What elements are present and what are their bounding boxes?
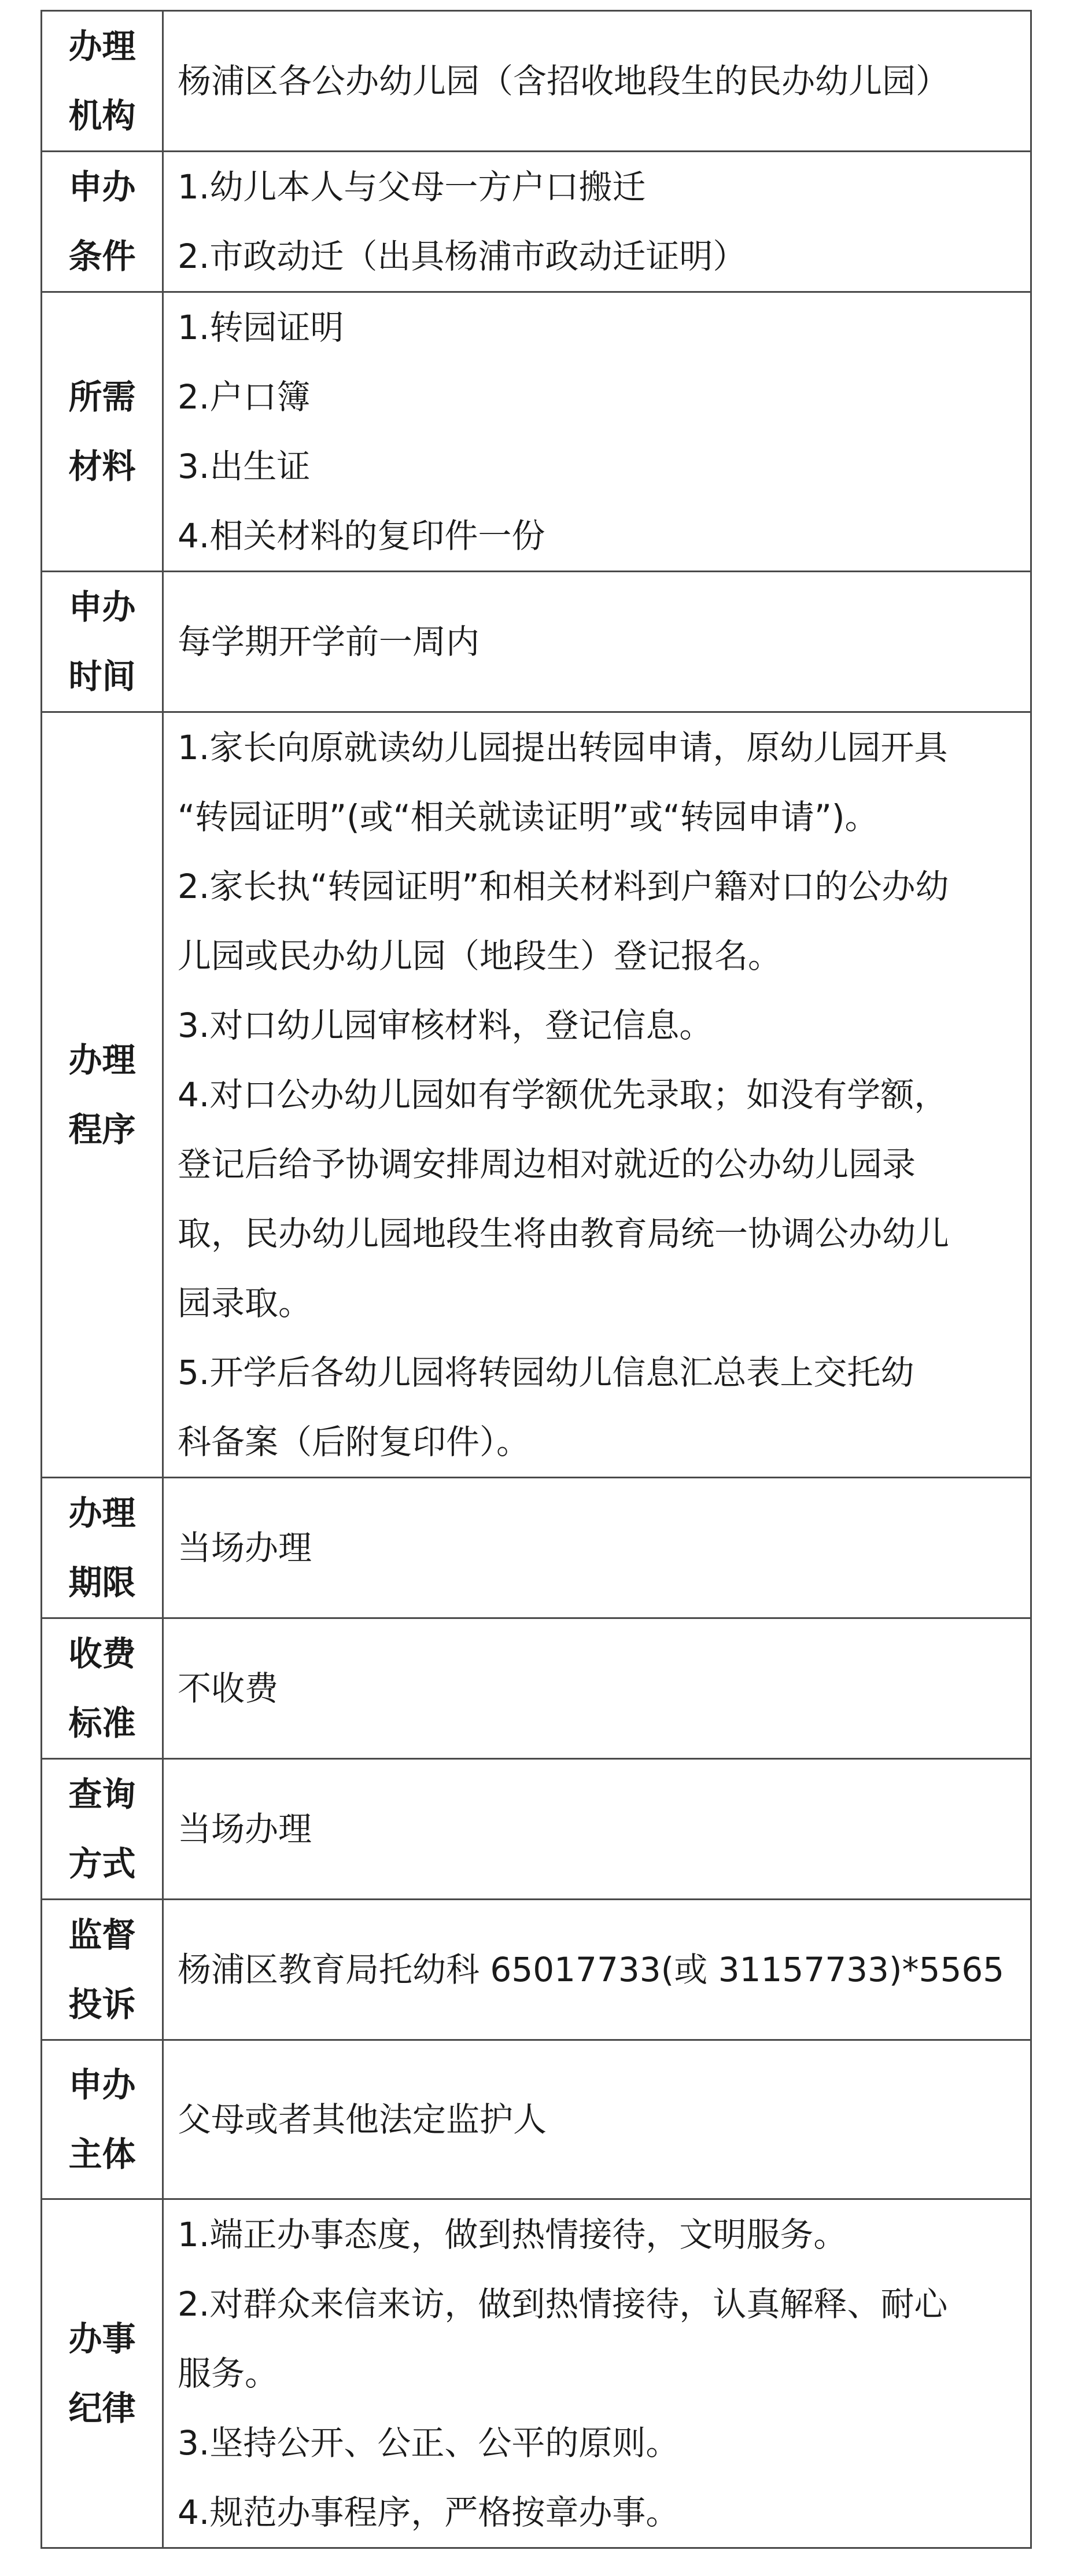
content-line: 园录取。 [178, 1283, 312, 1323]
content-line: 儿园或民办幼儿园（地段生）登记报名。 [178, 936, 782, 976]
row-label [42, 152, 163, 292]
content-line: 1.幼儿本人与父母一方户口搬迁 [178, 167, 646, 207]
row-content [163, 572, 1031, 712]
content-line: “转园证明”(或“相关就读证明”或“转园申请”)。 [178, 797, 879, 837]
table-row [42, 1759, 1031, 1900]
content-line: 3.出生证 [178, 447, 311, 486]
row-content [163, 2199, 1031, 2548]
table-row [42, 292, 1031, 572]
table-row [42, 2199, 1031, 2548]
row-label-text: 查询 [68, 1775, 136, 1814]
table-row [42, 11, 1031, 152]
table-row [42, 152, 1031, 292]
content-line: 2.市政动迁（出具杨浦市政动迁证明） [178, 237, 747, 276]
content-line: 2.家长执“转园证明”和相关材料到户籍对口的公办幼 [178, 867, 949, 906]
row-content [163, 1618, 1031, 1759]
row-label-text: 条件 [68, 237, 136, 276]
row-label [42, 1618, 163, 1759]
content-line: 4.相关材料的复印件一份 [178, 516, 545, 555]
content-line: 4.规范办事程序，严格按章办事。 [178, 2493, 680, 2532]
row-label [42, 1478, 163, 1618]
content-line: 当场办理 [178, 1528, 312, 1567]
table-row [42, 1900, 1031, 2040]
content-line: 父母或者其他法定监护人 [178, 2100, 547, 2139]
row-label-text: 申办 [68, 587, 136, 627]
table-row [42, 1478, 1031, 1618]
row-label [42, 712, 163, 1478]
row-label-text: 办理 [68, 1493, 136, 1533]
row-label [42, 572, 163, 712]
table-row [42, 2040, 1031, 2199]
row-content [163, 11, 1031, 152]
row-label-text: 所需 [68, 377, 136, 417]
row-label-text: 办理 [68, 1040, 136, 1080]
row-label-text: 期限 [68, 1563, 136, 1602]
content-line: 3.坚持公开、公正、公平的原则。 [178, 2423, 680, 2463]
content-line: 4.对口公办幼儿园如有学额优先录取；如没有学额， [178, 1075, 948, 1114]
row-label-text: 投诉 [68, 1985, 136, 2024]
row-label [42, 11, 163, 152]
content-line: 服务。 [178, 2354, 279, 2393]
row-label [42, 1759, 163, 1900]
content-line: 3.对口幼儿园审核材料，登记信息。 [178, 1006, 713, 1045]
row-label-text: 收费 [68, 1634, 136, 1673]
content-line: 取，民办幼儿园地段生将由教育局统一协调公办幼儿 [178, 1214, 950, 1253]
content-line: 2.户口簿 [178, 377, 311, 417]
row-label [42, 2040, 163, 2199]
row-label-text: 机构 [68, 96, 136, 135]
row-label-text: 申办 [68, 2065, 136, 2104]
service-info-table [40, 10, 1032, 2549]
content-line: 登记后给予协调安排周边相对就近的公办幼儿园录 [178, 1145, 916, 1184]
table-row [42, 572, 1031, 712]
table-row [42, 712, 1031, 1478]
row-label [42, 2199, 163, 2548]
row-label-text: 程序 [68, 1110, 136, 1149]
content-line: 1.家长向原就读幼儿园提出转园申请，原幼儿园开具 [178, 728, 948, 767]
content-line: 5.开学后各幼儿园将转园幼儿信息汇总表上交托幼 [178, 1353, 914, 1392]
row-label [42, 1900, 163, 2040]
row-label-text: 办事 [68, 2319, 136, 2358]
row-label-text: 办理 [68, 27, 136, 66]
row-label-text: 材料 [68, 447, 136, 486]
table-row [42, 1618, 1031, 1759]
content-line: 杨浦区教育局托幼科 65017733(或 31157733)*5565 [178, 1950, 1005, 1989]
content-line: 当场办理 [178, 1809, 312, 1849]
row-label [42, 292, 163, 572]
content-line: 每学期开学前一周内 [178, 622, 480, 661]
row-content [163, 1478, 1031, 1618]
row-content [163, 2040, 1031, 2199]
row-label-text: 主体 [68, 2135, 136, 2174]
row-label-text: 纪律 [68, 2389, 136, 2428]
row-content [163, 1900, 1031, 2040]
row-content [163, 1759, 1031, 1900]
content-line: 不收费 [178, 1669, 279, 1708]
row-label-text: 时间 [68, 657, 136, 696]
content-line: 科备案（后附复印件）。 [178, 1422, 530, 1462]
content-line: 1.转园证明 [178, 308, 344, 347]
row-label-text: 方式 [68, 1844, 136, 1883]
row-content [163, 292, 1031, 572]
content-line: 2.对群众来信来访，做到热情接待，认真解释、耐心 [178, 2284, 948, 2324]
row-label-text: 标准 [68, 1703, 136, 1743]
row-label-text: 申办 [68, 167, 136, 207]
row-label-text: 监督 [68, 1915, 136, 1955]
row-content [163, 712, 1031, 1478]
content-line: 杨浦区各公办幼儿园（含招收地段生的民办幼儿园） [178, 61, 950, 101]
row-content [163, 152, 1031, 292]
content-line: 1.端正办事态度，做到热情接待，文明服务。 [178, 2215, 847, 2254]
table-body [42, 11, 1031, 2548]
